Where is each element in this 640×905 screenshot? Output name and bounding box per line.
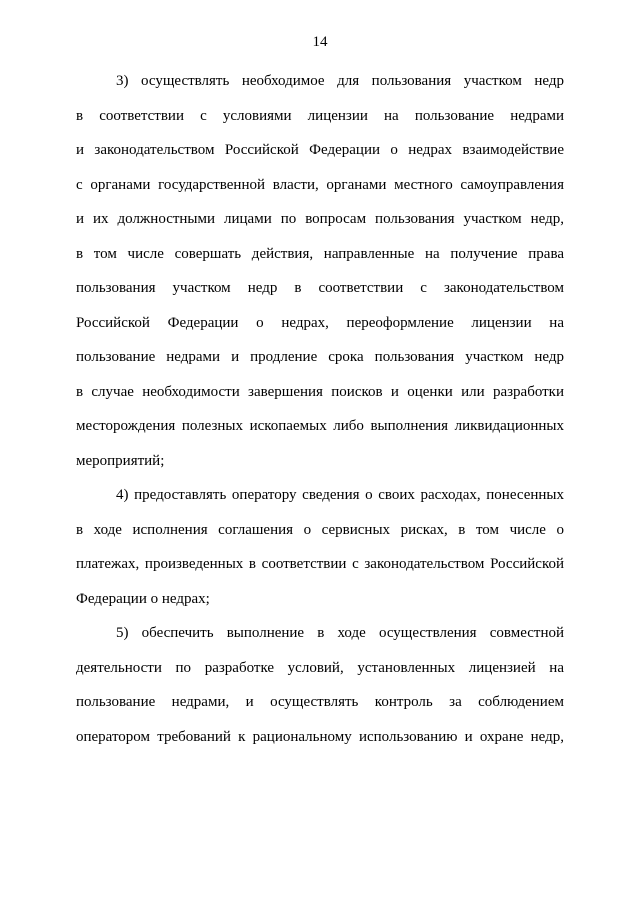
text-line: 4) предоставлять оператору сведения о своих расходах, понесенных (116, 487, 564, 503)
text-line: в случае необходимости завершения поисков и оценки или разработки (76, 383, 564, 400)
text-line: пользования участком недр в соответствии с законодательством (76, 280, 564, 296)
text-line: 3) осуществлять необходимое для пользования участком недр (116, 73, 564, 89)
document-body (76, 64, 564, 754)
text-line: с органами государственной власти, органами местного самоуправления (76, 176, 564, 193)
text-line: Российской Федерации о недрах, переоформление лицензии на (76, 314, 564, 331)
text-line: и законодательством Российской Федерации о недрах взаимодействие (76, 142, 564, 158)
text-line: платежах, произведенных в соответствии с законодательством Российской (76, 556, 564, 572)
paragraph-3 (76, 64, 564, 478)
text-line: Федерации о недрах; (76, 590, 210, 607)
paragraph-5 (76, 616, 564, 754)
text-line: месторождения полезных ископаемых либо выполнения ликвидационных (76, 418, 564, 434)
text-line: мероприятий; (76, 452, 165, 469)
text-line: и их должностными лицами по вопросам пользования участком недр, (76, 211, 564, 227)
page-number: 14 (312, 34, 328, 50)
text-line: пользование недрами, и осуществлять контроль за соблюдением (76, 694, 564, 710)
text-line: пользование недрами и продление срока пользования участком недр (76, 349, 564, 365)
text-line: в ходе исполнения соглашения о сервисных рисках, в том числе о (76, 521, 564, 538)
text-line: деятельности по разработке условий, установленных лицензией на (76, 659, 564, 676)
text-line: в соответствии с условиями лицензии на пользование недрами (76, 107, 564, 124)
paragraph-4 (76, 478, 564, 616)
text-line: 5) обеспечить выполнение в ходе осуществления совместной (116, 625, 564, 641)
text-line: оператором требований к рациональному использованию и охране недр, (76, 728, 564, 745)
text-line: в том числе совершать действия, направленные на получение права (76, 245, 564, 262)
